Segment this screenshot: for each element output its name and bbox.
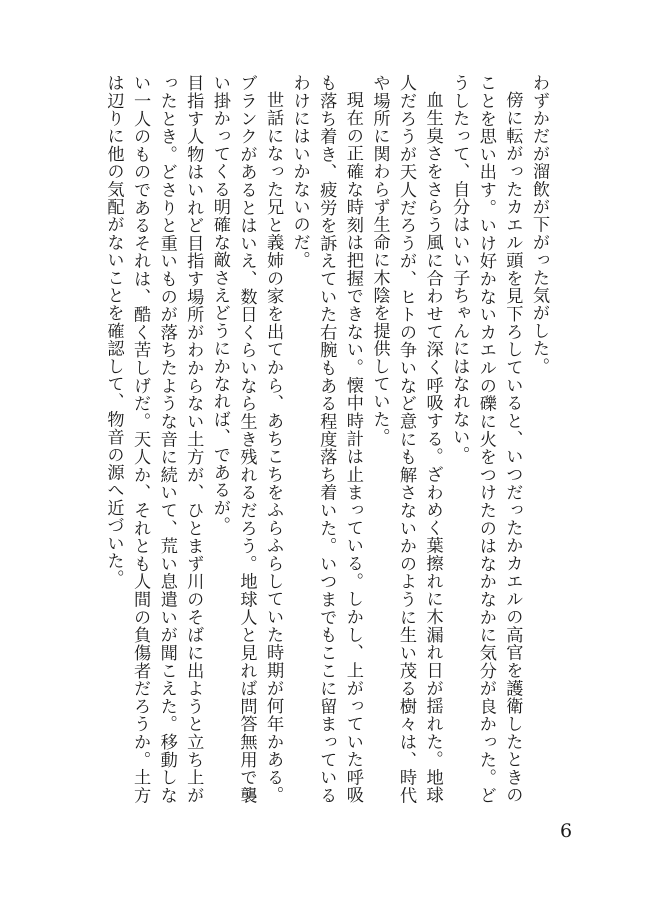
page-number: 6 [559,820,573,842]
paragraph-3: 血生臭さをさらう風に合わせて深く呼吸する。ざわめく葉擦れに木漏れ日が揺れた。地球人だろうが天人だろうが、ヒトの争いなど意にも解さないかのように生い茂る樹々は、時代や場所に関わらず生命に木陰を提供していた。 [369,74,443,804]
vertical-text-body [100,74,552,804]
paragraph-2: 傍に転がったカエル頭を見下ろしていると、いつだったかカエルの高官を護衛したときのことを思い出す。いけ好かないカエルの礫に火をつけたのはなかなかに気分が良かった。どうしたって、自分はいい子ちゃんにはなれない。 [449,74,523,804]
paragraph-1: わずかだが溜飲が下がった気がした。 [529,74,549,375]
paragraph-5: 世話になった兄と義姉の家を出てから、あちこちをふらふらしていた時期が何年かある。ブランクがあるとはいえ、数日くらいなら生き残れるだろう。地球人と見れば問答無用で襲い掛かってくる明確な敵さえどうにかなれば、であるが。 [209,74,284,804]
paragraph-4: 現在の正確な時刻は把握できない。懐中時計は止まっている。しかし、上がっていた呼吸も落ち着き、疲労を訴えていた右腕もある程度落ち着いた。いつまでもここに留まっているわけにはいかないのだ。 [289,74,363,804]
paragraph-6: 目指す人物はいれど目指す場所がわからない土方が、ひとまず川のそばに出ようと立ち上がったとき。どさりと重いものが落ちたような音に続いて、荒い息遣いが聞こえた。移動しない一人のものであるそれは、酷く苦しげだ。天人か、それとも人間の負傷者だろうか。土方は辺りに他の気配がないことを確認して、物音の源へ近づいた。 [103,74,204,804]
